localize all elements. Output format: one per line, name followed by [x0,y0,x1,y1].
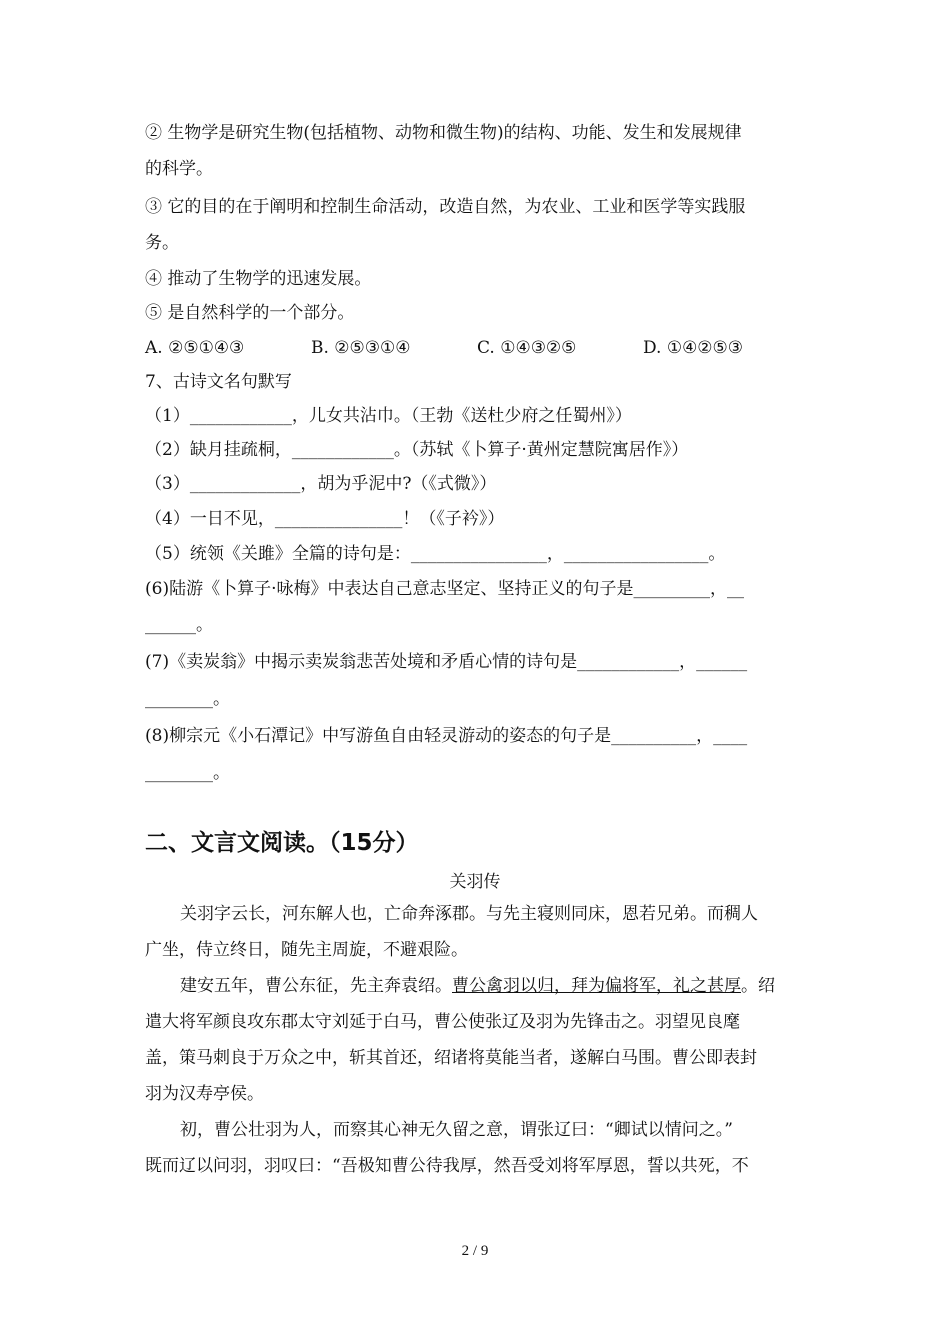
text-line: 务。 [145,233,179,253]
question-item: ________。 [145,763,230,783]
question-item: （3）_____________，胡为乎泥中?（《式微》） [145,474,497,494]
passage-title: 关羽传 [449,872,501,892]
option-a: A. ②⑤①④③ [145,338,245,358]
option-c: C. ①④③②⑤ [477,338,577,358]
option-d: D. ①④②⑤③ [643,338,744,358]
passage-text: 建安五年，曹公东征，先主奔袁绍。 [180,976,452,996]
passage-line: 羽为汉寿亭侯。 [145,1084,264,1104]
question-heading: 7、古诗文名句默写 [145,372,292,392]
section-title: 二、文言文阅读。（15分） [145,830,419,856]
question-item: ________。 [145,689,230,709]
question-item: （4）一日不见，_______________！（《子衿》） [145,509,505,529]
text-line: ⑤ 是自然科学的一个部分。 [145,303,355,323]
passage-line: 广坐，侍立终日，随先主周旋，不避艰险。 [145,940,468,960]
passage-line: 关羽字云长，河东解人也，亡命奔涿郡。与先主寝则同床，恩若兄弟。而稠人 [180,904,758,924]
passage-line: 既而辽以问羽，羽叹曰：“吾极知曹公待我厚，然吾受刘将军厚恩，誓以共死，不 [145,1156,749,1176]
underlined-sentence: 曹公禽羽以归，拜为偏将军，礼之甚厚 [452,976,741,996]
question-item: (8)柳宗元《小石潭记》中写游鱼自由轻灵游动的姿态的句子是__________，____ [145,726,748,746]
question-item: (6)陆游《卜算子·咏梅》中表达自己意志坚定、坚持正义的句子是_________，__ [145,579,744,599]
page-number: 2 / 9 [461,1243,489,1259]
text-line: ③ 它的目的在于阐明和控制生命活动，改造自然，为农业、工业和医学等实践服 [145,197,746,217]
question-item: （5）统领《关雎》全篇的诗句是：________________，_________________。 [145,544,726,564]
question-item: （1）____________，儿女共沾巾。（王勃《送杜少府之任蜀州》） [145,406,632,426]
text-line: ④ 推动了生物学的迅速发展。 [145,269,372,289]
question-item: (7)《卖炭翁》中揭示卖炭翁悲苦处境和矛盾心情的诗句是____________，______ [145,652,748,672]
option-b: B. ②⑤③①④ [311,338,411,358]
question-item: ______。 [145,615,213,635]
question-item: （2）缺月挂疏桐，____________。（苏轼《卜算子·黄州定慧院寓居作》） [145,440,689,460]
passage-line: 初，曹公壮羽为人，而察其心神无久留之意，谓张辽曰：“卿试以情问之。” [180,1120,733,1140]
passage-text: 。绍 [741,976,775,996]
passage-line [180,975,775,997]
text-line: 的科学。 [145,159,213,179]
text-line: ② 生物学是研究生物(包括植物、动物和微生物)的结构、功能、发生和发展规律 [145,123,742,143]
options-row [145,337,743,359]
passage-line: 盖，策马刺良于万众之中，斩其首还，绍诸将莫能当者，遂解白马围。曹公即表封 [145,1048,757,1068]
passage-line: 遣大将军颜良攻东郡太守刘延于白马，曹公使张辽及羽为先锋击之。羽望见良麾 [145,1012,740,1032]
